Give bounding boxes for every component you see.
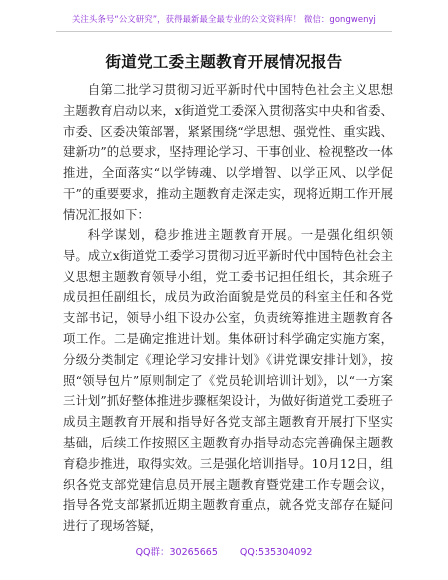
header-divider [56, 31, 392, 32]
paragraph-intro: 自第二批学习贯彻习近平新时代中国特色社会主义思想主题教育启动以来，x街道党工委深入贯彻落实中央和省委、市委、区委决策部署，紧紧围绕“学思想、强党性、重实践、建新功”的总要求，坚持理论学习、干事创业、检视整改一体推进，全面落实“以学铸魂、以学增智、以学正风、以学促干”的重要要求，推动主题教育走深走实，现将近期工作开展情况汇报如下： [63, 82, 393, 222]
document-title: 街道党工委主题教育开展情况报告 [105, 53, 343, 71]
footer-qq-group: QQ群：30265665 [135, 547, 218, 558]
footer-contact [0, 544, 448, 558]
header-banner: 关注头条号“公文研究”，获得最新最全最专业的公文资料库！ 微信：gongwenyj [72, 14, 376, 24]
footer-qq: QQ:535304092 [239, 547, 313, 558]
paragraph-section-1: 科学谋划，稳步推进主题教育开展。一是强化组织领导。成立x街道党工委学习贯彻习近平新时代中国特色社会主义思想主题教育领导小组，党工委书记担任组长，其余班子成员担任副组长，成员为政治面貌是党员的科室主任和各党支部书记，领导小组下设办公室，负责统筹推进主题教育各项工作。二是确定推进计划。集体研讨科学确定实施方案，分级分类制定《理论学习安排计划》《讲党课安排计划》，按照“领导包片”原则制定了《党员轮训培训计划》，以“一方案三计划”抓好整体推进步骤框架设计，为做好街道党工委班子成员主题教育开展和指导好各党支部主题教育开展打下坚实基础，后续工作按照区主题教育办指导动态完善确保主题教育稳步推进，取得实效。三是强化培训指导。10月12日，组织各党支部党建信息员开展主题教育暨党建工作专题会议，指导各党支部紧抓近期主题教育重点，就各党支部存在疑问进行了现场答疑， [63, 227, 393, 534]
